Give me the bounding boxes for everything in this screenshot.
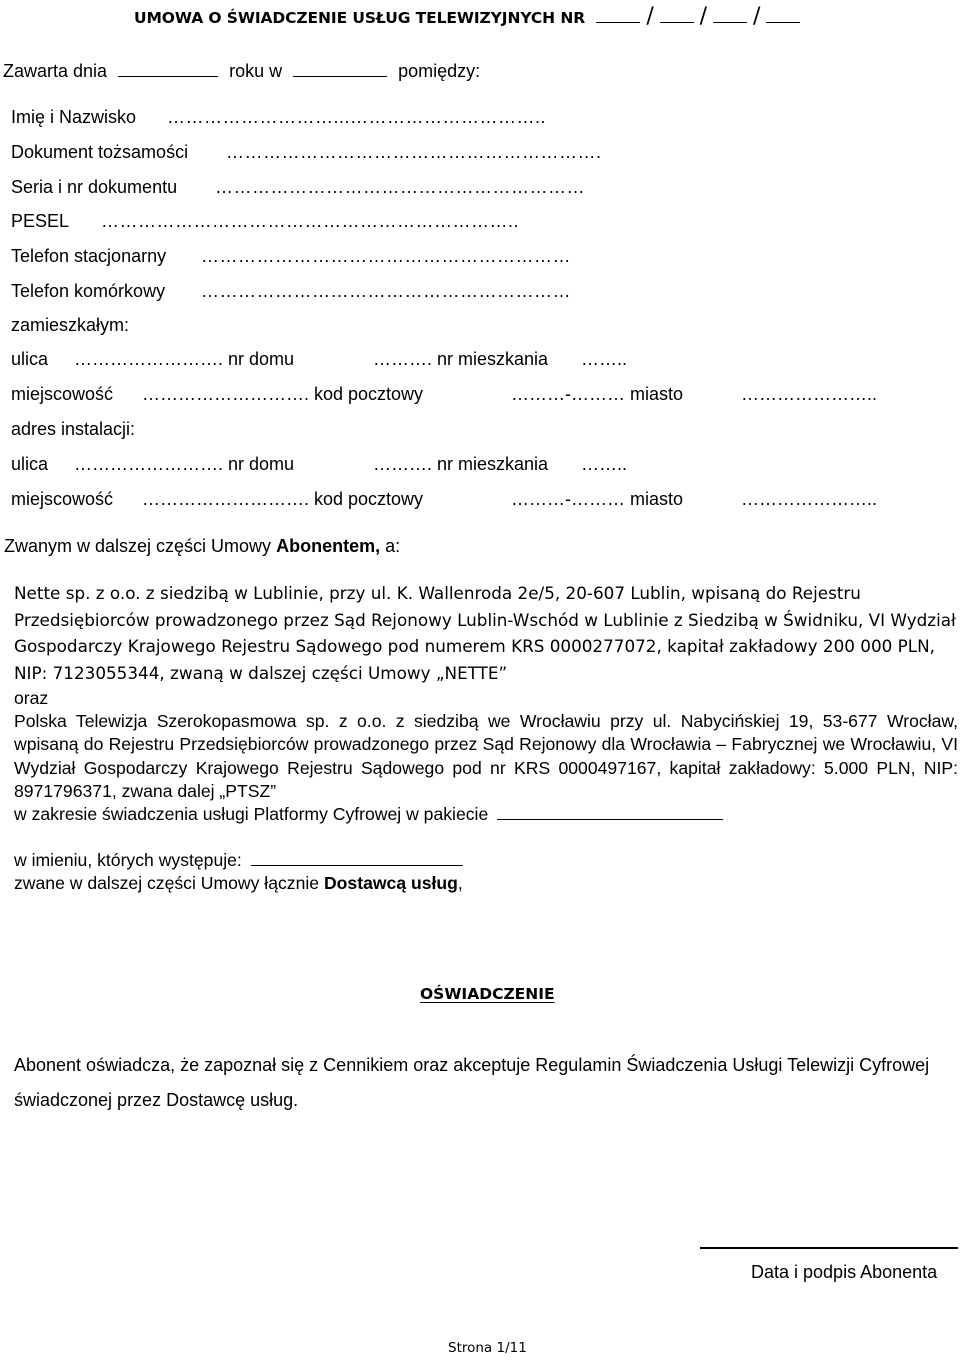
- field-label: Dokument tożsamości: [11, 142, 189, 162]
- provider-bold: Dostawcą usług: [323, 873, 458, 893]
- contract-number-separator: /: [699, 4, 707, 29]
- contract-title-text: UMOWA O ŚWIADCZENIE USŁUG TELEWIZYJNYCH NR: [134, 9, 586, 27]
- subscriber-suffix: a:: [385, 536, 401, 556]
- contract-date-field[interactable]: [118, 61, 218, 77]
- field-id-document: [11, 141, 602, 163]
- behalf-line: [14, 850, 463, 871]
- field-label: zamieszkałym:: [11, 315, 130, 335]
- id-series-input[interactable]: ……………………………………………………: [215, 177, 585, 197]
- nette-paragraph: Nette sp. z o.o. z siedzibą w Lublinie, przy ul. K. Wallenroda 2e/5, 20-607 Lublin, wpisaną do Rejestru Przedsiębiorców prowadzonego przez Sąd Rejonowy Lublin-Wschód w Lublinie z Siedzibą w Świdniku, VI Wydział Gospodarczy Krajowego Rejestru Sądowego pod numerem KRS 0000277072, kapitał zakładowy 200 000 PLN, NIP: 7123055344, zwaną w dalszej części Umowy „NETTE”: [14, 583, 956, 683]
- ptsz-paragraph: Polska Telewizja Szerokopasmowa sp. z o.o. z siedzibą we Wrocławiu przy ul. Nabycińskiej 19, 53-677 Wrocław, wpisaną do Rejestru Przedsiębiorców prowadzonego przez Sąd Rejonowy dla Wrocławia – Fabrycznej we Wrocławiu, VI Wydział Gospodarczy Krajowego Rejestru Sądowego pod nr KRS 0000497167, kapitał zakładowy: 5.000 PLN, NIP: 8971796371, zwana dalej „PTSZ”: [14, 711, 958, 802]
- house-number-input[interactable]: ………. nr mieszkania: [373, 349, 549, 369]
- intro-place-label: roku w: [229, 61, 283, 81]
- package-label: w zakresie świadczenia usługi Platformy Cyfrowej w pakiecie: [14, 804, 489, 824]
- subscriber-prefix: Zwanym w dalszej części Umowy: [4, 536, 272, 556]
- package-line: [14, 804, 723, 825]
- contract-number-separator: /: [752, 4, 761, 29]
- contract-number-blank-2[interactable]: [660, 8, 694, 23]
- intro-between-label: pomiędzy:: [398, 61, 481, 81]
- install-heading: [11, 418, 135, 440]
- install-city-row: [11, 488, 951, 510]
- signature-label: Data i podpis Abonenta: [751, 1262, 938, 1282]
- behalf-label: w imieniu, których występuje:: [14, 850, 242, 870]
- provider-prefix: zwane w dalszej części Umowy łącznie: [14, 873, 320, 893]
- contract-place-field[interactable]: [293, 61, 387, 77]
- signature-line[interactable]: [700, 1247, 958, 1249]
- page-number: Strona 1/11: [448, 1340, 527, 1356]
- flat-number-input[interactable]: ……..: [581, 349, 628, 369]
- field-full-name: [11, 106, 547, 128]
- residence-heading: [11, 314, 129, 336]
- street-label: ulica: [11, 454, 49, 474]
- mobile-input[interactable]: ……………………………………………………: [201, 281, 571, 301]
- intro-date-label: Zawarta dnia: [3, 61, 108, 81]
- field-label: Seria i nr dokumentu: [11, 177, 178, 197]
- subscriber-line: [4, 535, 400, 557]
- street-input[interactable]: ……………………. nr domu: [74, 454, 295, 474]
- city-label: miejscowość: [11, 384, 114, 404]
- postal-code-input[interactable]: ………-……… miasto: [511, 384, 684, 404]
- field-label: PESEL: [11, 211, 70, 231]
- contract-number-separator: /: [646, 4, 654, 29]
- install-heading-text: adres instalacji:: [11, 419, 136, 439]
- city-label: miejscowość: [11, 489, 114, 509]
- contract-number-blank-1[interactable]: [596, 8, 640, 23]
- street-label: ulica: [11, 349, 49, 369]
- id-document-input[interactable]: …………………………………………………….: [226, 142, 602, 162]
- field-label: Telefon komórkowy: [11, 281, 166, 301]
- behalf-field[interactable]: [251, 851, 463, 866]
- street-input[interactable]: ……………………. nr domu: [74, 349, 295, 369]
- house-number-input[interactable]: ………. nr mieszkania: [373, 454, 549, 474]
- residence-street-row: [11, 348, 951, 370]
- full-name-input[interactable]: ………………………...…………………………..: [167, 107, 547, 127]
- city-input[interactable]: ………………………. kod pocztowy: [142, 489, 424, 509]
- install-street-row: [11, 453, 951, 475]
- field-landline: [11, 245, 571, 267]
- residence-city-row: [11, 383, 951, 405]
- declaration-text: Abonent oświadcza, że zapoznał się z Cennikiem oraz akceptuje Regulamin Świadczenia Usługi Telewizji Cyfrowej świadczonej przez Dostawcę usług.: [14, 1055, 930, 1110]
- provider-line: [14, 873, 463, 894]
- town-input[interactable]: …………………..: [741, 489, 878, 509]
- postal-code-input[interactable]: ………-……… miasto: [511, 489, 684, 509]
- field-label: Imię i Nazwisko: [11, 107, 137, 127]
- declaration-heading: OŚWIADCZENIE: [420, 985, 555, 1003]
- landline-input[interactable]: ……………………………………………………: [201, 246, 571, 266]
- contract-title: [134, 4, 800, 29]
- package-field[interactable]: [497, 805, 723, 820]
- contract-number-blank-4[interactable]: [766, 8, 800, 23]
- subscriber-bold: Abonentem,: [276, 536, 381, 556]
- pesel-input[interactable]: …………………………………………………………..: [101, 211, 520, 231]
- intro-line: [3, 60, 480, 82]
- flat-number-input[interactable]: ……..: [581, 454, 628, 474]
- contract-number-blank-3[interactable]: [713, 8, 747, 23]
- field-id-series: [11, 176, 585, 198]
- field-mobile: [11, 280, 571, 302]
- town-input[interactable]: …………………..: [741, 384, 878, 404]
- oraz-text: oraz: [14, 688, 49, 708]
- field-pesel: [11, 210, 520, 232]
- provider-suffix: ,: [457, 873, 463, 893]
- field-label: Telefon stacjonarny: [11, 246, 167, 266]
- city-input[interactable]: ………………………. kod pocztowy: [142, 384, 424, 404]
